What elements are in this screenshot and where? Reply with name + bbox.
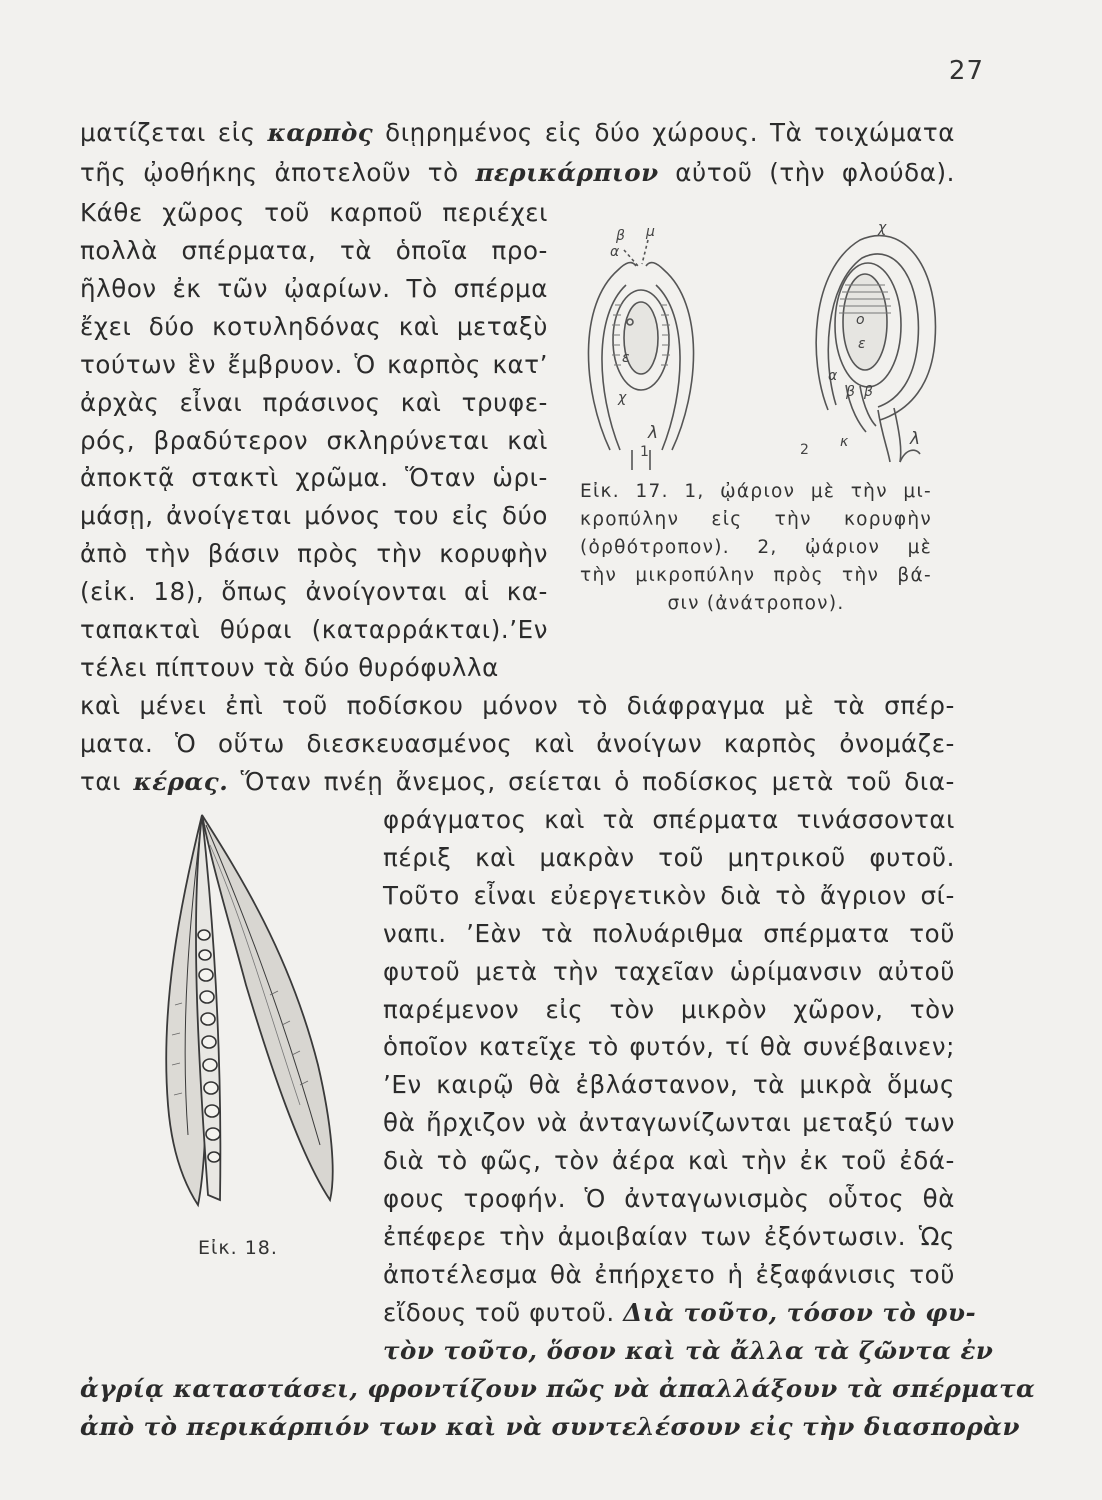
caption-line: (ὀρθότροπον). 2, ᾠάριον μὲ xyxy=(580,537,932,558)
text-line: φους τροφήν. Ὁ ἀνταγωνισμὸς οὗτος θὰ xyxy=(383,1184,955,1213)
text-line: ται κέρας. Ὅταν πνέῃ ἄνεμος, σείεται ὁ ποδίσκος μετὰ τοῦ δια- xyxy=(80,767,955,796)
text-line: πολλὰ σπέρματα, τὰ ὁποῖα προ- xyxy=(80,236,548,265)
svg-text:α: α xyxy=(828,368,838,384)
text-line: πέριξ καὶ μακρὰν τοῦ μητρικοῦ φυτοῦ. xyxy=(383,843,955,872)
figure-18-caption: Εἰκ. 18. xyxy=(198,1237,278,1259)
text-line-emphasis: τὸν τοῦτο, ὅσον καὶ τὰ ἄλλα τὰ ζῶντα ἐν xyxy=(383,1336,994,1365)
text-line: ῆλθον ἐκ τῶν ᾠαρίων. Τὸ σπέρμα xyxy=(80,274,548,303)
text-line: τούτων ἓν ἔμβρυον. Ὁ καρπὸς κατ’ xyxy=(80,350,548,379)
text-line: Τοῦτο εἶναι εὐεργετικὸν διὰ τὸ ἄγριον σί- xyxy=(383,881,955,910)
text-line: καὶ μένει ἐπὶ τοῦ ποδίσκου μόνον τὸ διάφραγμα μὲ τὰ σπέρ- xyxy=(80,691,955,720)
text-line: ταπακταὶ θύραι (καταρράκται).’Εν xyxy=(80,615,548,644)
text-line: (εἰκ. 18), ὅπως ἀνοίγονται αἱ κα- xyxy=(80,577,548,606)
text-line: ὁποῖον κατεῖχε τὸ φυτόν, τί θὰ συνέβαινεν; xyxy=(383,1032,955,1061)
svg-text:ε: ε xyxy=(858,336,866,352)
text-line: εἴδους τοῦ φυτοῦ. Διὰ τοῦτο, τόσον τὸ φυ- xyxy=(383,1298,977,1327)
text-line: ματα. Ὁ οὕτω διεσκευασμένος καὶ ἀνοίγων καρπὸς ὀνομάζε- xyxy=(80,729,955,758)
text-line-emphasis: ἀγρίᾳ καταστάσει, φροντίζουν πῶς νὰ ἀπαλλάξουν τὰ σπέρματα xyxy=(80,1374,1036,1403)
svg-text:λ: λ xyxy=(648,423,659,443)
text-line: Κάθε χῶρος τοῦ καρποῦ περιέχει xyxy=(80,198,548,227)
svg-text:1: 1 xyxy=(640,444,649,460)
emphasis-term: περικάρπιον xyxy=(475,158,659,187)
svg-text:λ: λ xyxy=(910,429,921,449)
emphasis-phrase: Διὰ τοῦτο, τόσον τὸ φυ- xyxy=(623,1298,977,1327)
svg-text:ο: ο xyxy=(856,312,865,328)
text-line: τῆς ᾠοθήκης ἀποτελοῦν τὸ περικάρπιον αὐτοῦ (τὴν φλούδα). xyxy=(80,158,955,187)
emphasis-term: καρπὸς xyxy=(267,118,374,147)
svg-text:β: β xyxy=(846,384,855,400)
text-line: ἀρχὰς εἶναι πράσινος καὶ τρυφε- xyxy=(80,388,548,417)
text-line: ἀποτέλεσμα θὰ ἐπήρχετο ἡ ἐξαφάνισις τοῦ xyxy=(383,1260,955,1289)
text-line: ’Εν καιρῷ θὰ ἐβλάστανον, τὰ μικρὰ ὅμως xyxy=(383,1070,955,1099)
caption-line: τὴν μικροπύλην πρὸς τὴν βά- xyxy=(580,565,932,586)
text-line: φράγματος καὶ τὰ σπέρματα τινάσσονται xyxy=(383,805,955,834)
text-line: ρός, βραδύτερον σκληρύνεται καὶ xyxy=(80,426,548,455)
svg-text:β: β xyxy=(616,228,625,244)
text-line: ναπι. ’Εὰν τὰ πολυάριθμα σπέρματα τοῦ xyxy=(383,919,955,948)
emphasis-term: κέρας. xyxy=(133,767,229,796)
svg-text:κ: κ xyxy=(840,434,849,450)
page-number: 27 xyxy=(948,56,984,86)
figure-18-siliqua xyxy=(150,805,360,1225)
svg-text:μ: μ xyxy=(646,224,655,240)
figure-17-caption xyxy=(580,478,932,618)
text-line: ματίζεται εἰς καρπὸς διῃρημένος εἰς δύο χώρους. Τὰ τοιχώματα xyxy=(80,118,955,147)
caption-line: Εἰκ. 17. 1, ᾠάριον μὲ τὴν μι- xyxy=(580,481,932,502)
text-line: θὰ ἤρχιζον νὰ ἀνταγωνίζωνται μεταξύ των xyxy=(383,1108,955,1137)
text-line: ἀπὸ τὴν βάσιν πρὸς τὴν κορυφὴν xyxy=(80,539,548,568)
svg-text:β: β xyxy=(864,384,873,400)
text-line: διὰ τὸ φῶς, τὸν ἀέρα καὶ τὴν ἐκ τοῦ ἐδά- xyxy=(383,1146,955,1175)
text-line-emphasis: ἀπὸ τὸ περικάρπιόν των καὶ νὰ συντελέσουν εἰς τὴν διασπορὰν xyxy=(80,1412,1020,1441)
svg-text:α: α xyxy=(610,244,620,260)
text-line: παρέμενον εἰς τὸν μικρὸν χῶρον, τὸν xyxy=(383,995,955,1024)
text-line: τέλει πίπτουν τὰ δύο θυρόφυλλα xyxy=(80,653,499,682)
svg-text:χ: χ xyxy=(878,220,887,236)
svg-text:ε: ε xyxy=(622,350,630,366)
text-line: ἔχει δύο κοτυληδόνας καὶ μεταξὺ xyxy=(80,312,548,341)
svg-text:χ: χ xyxy=(618,390,627,406)
caption-line: σιν (ἀνάτροπον). xyxy=(667,593,845,614)
text-line: ἐπέφερε τὴν ἀμοιβαίαν των ἐξόντωσιν. Ὡς xyxy=(383,1222,955,1251)
text-line: φυτοῦ μετὰ τὴν ταχεῖαν ὡρίμανσιν αὐτοῦ xyxy=(383,957,955,986)
text-line: ἀποκτᾷ στακτὶ χρῶμα. Ὅταν ὡρι- xyxy=(80,463,548,492)
svg-text:2: 2 xyxy=(800,442,809,458)
figure-17-ovules xyxy=(560,210,960,470)
text-line: μάσῃ, ἀνοίγεται μόνος του εἰς δύο xyxy=(80,501,548,530)
caption-line: κροπύλην εἰς τὴν κορυφὴν xyxy=(580,509,932,530)
